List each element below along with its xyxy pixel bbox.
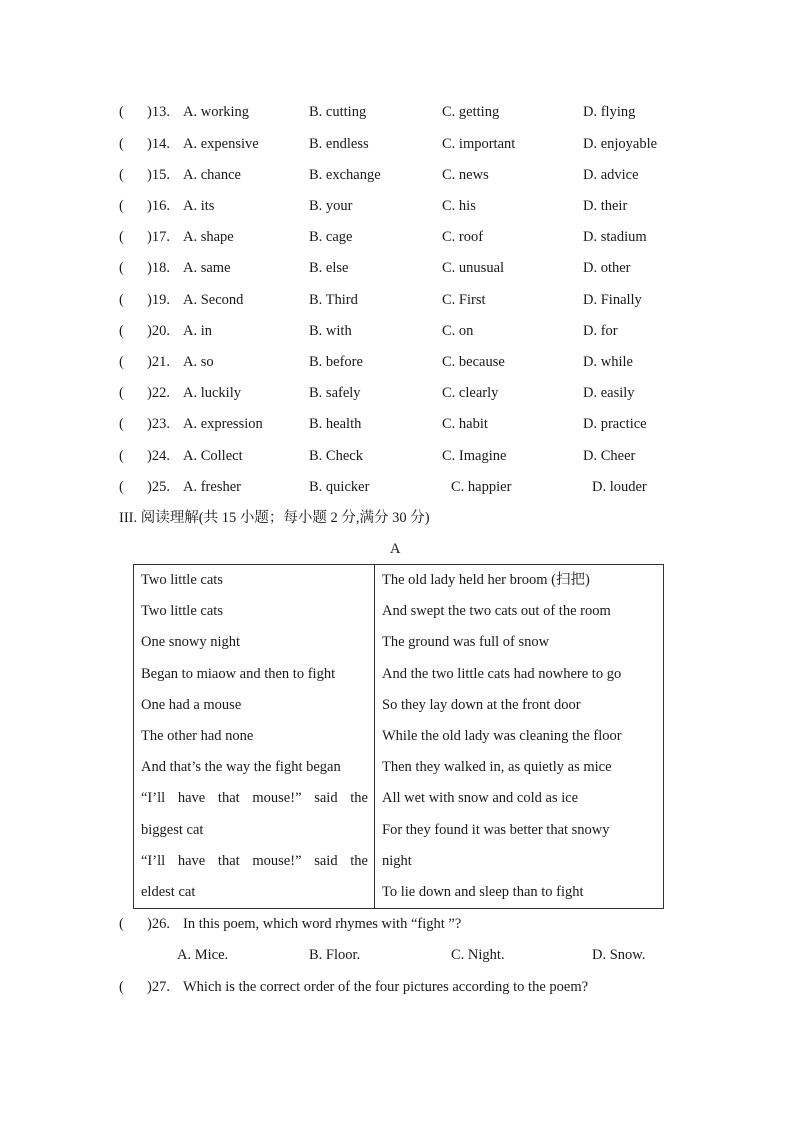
option-c: C. clearly [442,385,499,401]
poem-line: The other had none [141,727,254,744]
option-b: B. Floor. [309,947,361,963]
question-number: )20. [147,323,170,339]
option-a: A. expression [183,416,263,432]
option-d: D. advice [583,167,639,183]
question-number: )21. [147,354,170,370]
poem-line: While the old lady was cleaning the floor [382,727,622,744]
option-c: C. First [442,292,486,308]
answer-blank[interactable]: ( [119,385,124,401]
question-row [0,258,794,278]
option-b: B. Third [309,292,358,308]
question-number: )23. [147,416,170,432]
option-b: B. cage [309,229,353,245]
option-c: C. habit [442,416,488,432]
poem-line: For they found it was better that snowy [382,821,610,838]
question-number: )24. [147,448,170,464]
option-b: B. endless [309,136,369,152]
option-a: A. shape [183,229,234,245]
question-row [0,477,794,497]
question-row [0,383,794,403]
poem-left-column [134,565,375,909]
option-b: B. safely [309,385,361,401]
question-number: )13. [147,104,170,120]
answer-blank[interactable]: ( [119,323,124,339]
option-b: B. health [309,416,362,432]
option-c: C. getting [442,104,500,120]
option-d: D. for [583,323,618,339]
question-number: )19. [147,292,170,308]
question-row [0,134,794,154]
answer-blank[interactable]: ( [119,167,124,183]
question-number: )26. [147,916,170,932]
option-a: A. its [183,198,215,214]
option-d: D. Snow. [592,947,646,963]
option-d: D. stadium [583,229,647,245]
option-d: D. Cheer [583,448,636,464]
answer-blank[interactable]: ( [119,104,124,120]
answer-blank[interactable]: ( [119,136,124,152]
poem-line: All wet with snow and cold as ice [382,790,579,807]
option-b: B. Check [309,448,363,464]
question-text: Which is the correct order of the four pictures according to the poem? [183,979,589,995]
poem-line: One snowy night [141,634,241,651]
option-c: C. because [442,354,505,370]
option-a: A. expensive [183,136,259,152]
question-number: )15. [147,167,170,183]
answer-blank[interactable]: ( [119,260,124,276]
question-row [0,290,794,310]
option-c: C. on [442,323,474,339]
option-b: B. with [309,323,352,339]
question-26 [0,914,794,934]
question-row [0,165,794,185]
option-b: B. exchange [309,167,381,183]
option-c: C. his [442,198,476,214]
option-c: C. unusual [442,260,505,276]
question-number: )16. [147,198,170,214]
option-d: D. Finally [583,292,642,308]
question-number: )25. [147,479,170,495]
option-c: C. Imagine [442,448,507,464]
question-row [0,446,794,466]
question-row [0,321,794,341]
option-a: A. Mice. [177,947,229,963]
poem-line: So they lay down at the front door [382,696,581,713]
question-26-options [0,945,794,965]
option-d: D. enjoyable [583,136,658,152]
poem-line: Two little cats [141,603,223,620]
question-row [0,227,794,247]
option-d: D. practice [583,416,647,432]
poem-line: And that’s the way the fight began [141,759,341,776]
option-a: A. luckily [183,385,241,401]
poem-line: One had a mouse [141,696,242,713]
question-number: )17. [147,229,170,245]
question-row [0,352,794,372]
option-d: D. flying [583,104,636,120]
answer-blank[interactable]: ( [119,198,124,214]
poem-line: Began to miaow and then to fight [141,665,336,682]
question-number: )22. [147,385,170,401]
option-c: C. roof [442,229,484,245]
poem-line: Then they walked in, as quietly as mice [382,759,612,776]
option-c: C. Night. [451,947,505,963]
question-number: )18. [147,260,170,276]
answer-blank[interactable]: ( [119,416,124,432]
poem-line: And swept the two cats out of the room [382,603,611,620]
poem-right-column [375,565,664,909]
option-d: D. louder [592,479,647,495]
option-a: A. Collect [183,448,243,464]
question-row [0,102,794,122]
poem-line: Two little cats [141,572,223,588]
option-a: A. fresher [183,479,241,495]
poem-line: And the two little cats had nowhere to go [382,665,622,682]
option-b: B. quicker [309,479,370,495]
answer-blank[interactable]: ( [119,229,124,245]
poem-line: The old lady held her broom (扫把) [382,572,590,588]
option-d: D. while [583,354,633,370]
poem-table [133,564,664,909]
answer-blank[interactable]: ( [119,292,124,308]
option-c: C. news [442,167,489,183]
question-row [0,414,794,434]
poem-line: The ground was full of snow [382,634,550,651]
question-row [0,196,794,216]
option-b: B. before [309,354,363,370]
option-b: B. else [309,260,349,276]
question-number: )27. [147,979,170,995]
answer-blank[interactable]: ( [119,448,124,464]
poem-line: “I’ll have that mouse!” said the [141,790,368,807]
answer-blank[interactable]: ( [119,916,124,932]
option-a: A. chance [183,167,241,183]
question-number: )14. [147,136,170,152]
option-c: C. important [442,136,516,152]
poem-line: biggest cat [141,821,204,838]
poem-line: eldest cat [141,883,196,900]
passage-label: A [390,541,401,557]
answer-blank[interactable]: ( [119,354,124,370]
section-title: III. 阅读理解(共 15 小题；每小题 2 分,满分 30 分) [119,510,430,526]
option-d: D. other [583,260,631,276]
option-a: A. so [183,354,214,370]
option-d: D. their [583,198,628,214]
option-c: C. happier [451,479,512,495]
option-b: B. your [309,198,353,214]
answer-blank[interactable]: ( [119,979,124,995]
question-27 [0,977,794,997]
poem-line: night [382,852,412,869]
option-b: B. cutting [309,104,367,120]
question-text: In this poem, which word rhymes with “fight ”? [183,916,462,932]
option-a: A. working [183,104,250,120]
option-a: A. same [183,260,231,276]
option-a: A. in [183,323,212,339]
answer-blank[interactable]: ( [119,479,124,495]
option-d: D. easily [583,385,635,401]
option-a: A. Second [183,292,244,308]
poem-line: “I’ll have that mouse!” said the [141,852,368,869]
poem-line: To lie down and sleep than to fight [382,883,584,900]
